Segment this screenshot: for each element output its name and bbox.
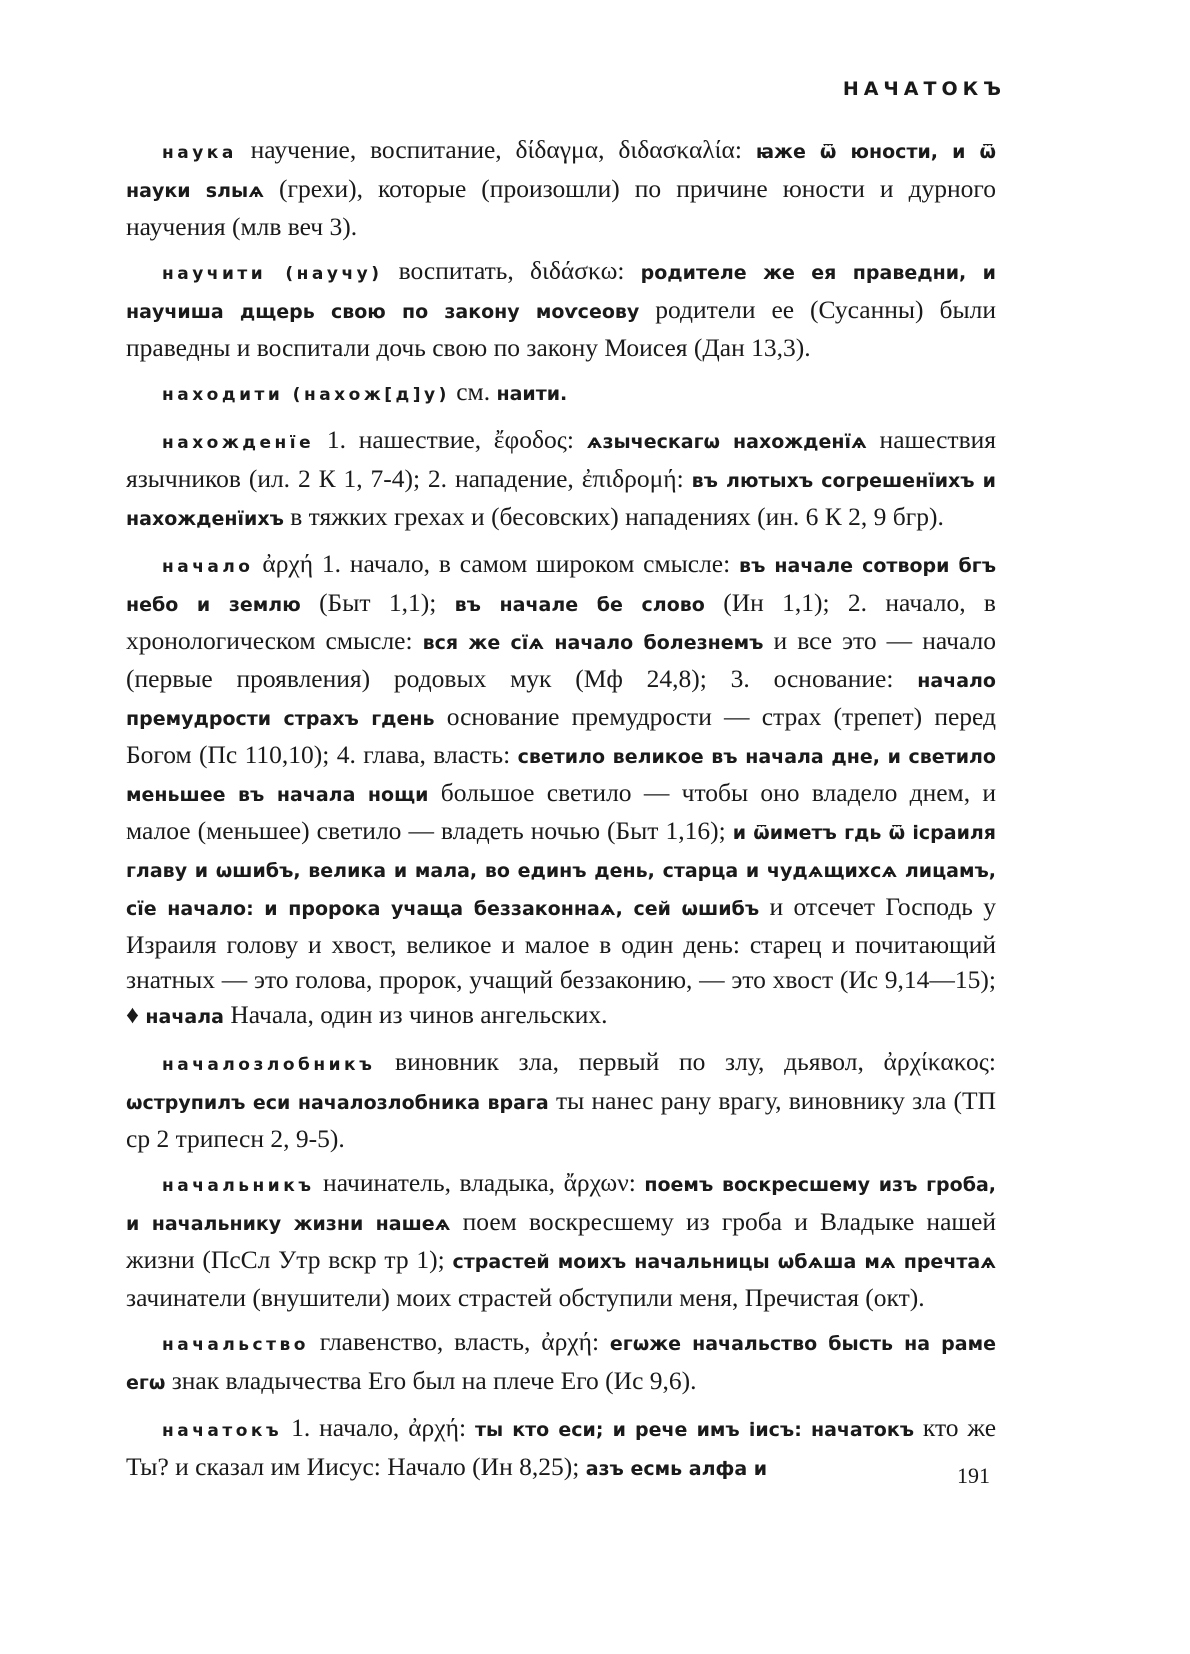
cross-reference: наити.	[496, 383, 568, 405]
slavonic-quote: ѡструпилъ еси началозлобника врага	[126, 1092, 549, 1114]
entry-text: (Ин 1,1); 2. начало, в хронологическом смысле:	[126, 588, 996, 655]
slavonic-quote: поемъ воскресшему изъ гроба, и начальнику жизни нашеѧ	[126, 1174, 996, 1235]
entry-nachalnik	[126, 1165, 996, 1315]
entry-headword: начальство	[162, 1335, 309, 1355]
entry-text: воспитать, διδάσκω:	[382, 256, 641, 285]
slavonic-quote: ты кто еси; и рече имъ іисъ: начатокъ	[474, 1419, 914, 1441]
slavonic-quote: вся же сїѧ начало болезнемъ	[422, 632, 764, 654]
entry-headword: начало	[162, 557, 254, 577]
entry-text: родители ее (Сусанны) были праведны и воспитали дочь свою по закону Моисея (Дан 13,3).	[126, 295, 996, 362]
entry-text: ἀρχή 1. начало, в самом широком смысле:	[253, 549, 740, 578]
entry-text: в тяжких грехах и (бесовских) нападениях (ин. 6 К 2, 9 бгр).	[283, 502, 944, 531]
slavonic-quote: и ѿиметъ гдь ѿ ісраиля главу и ѡшибъ, велика и мала, во единъ день, старца и чудѧщихсѧ лицамъ, сїе начало: и пророка учаща беззаконнаѧ, сей ѡшибъ	[126, 822, 997, 920]
entry-headword: начальникъ	[162, 1176, 315, 1196]
entry-text: 1. нашествие, ἔφοδος:	[314, 425, 587, 454]
entry-text: большое светило — чтобы оно владело днем, и малое (меньшее) светило — владеть ночью (Быт 1,16);	[126, 778, 996, 845]
entry-headword: научити (научу)	[162, 264, 383, 284]
slavonic-quote: егѡже начальство бысть на раме егѡ	[126, 1333, 996, 1394]
entry-nauchiti	[126, 253, 996, 365]
entry-text: и отсечет Господь у Израиля голову и хвост, великое и малое в один день: старец и почитающий знатных — это голова, пророк, учащий беззаконию, — это хвост (Ис 9,14—15); ♦	[126, 892, 996, 1029]
entries-column	[126, 132, 996, 1496]
entry-text: основание премудрости — страх (трепет) перед Богом (Пс 110,10); 4. глава, власть:	[126, 702, 996, 769]
entry-text: нашествия язычников (ил. 2 К 1, 7-4); 2. нападение, ἐπιδρομή:	[126, 425, 996, 493]
slavonic-quote: ѧзыческагѡ нахожденїѧ	[586, 431, 867, 453]
slavonic-quote: азъ есмь алфа и	[585, 1458, 768, 1480]
entry-nachalstvo	[126, 1324, 996, 1401]
slavonic-quote: светило великое въ начала дне, и светило меньшее въ начала нощи	[126, 746, 996, 806]
entry-nakhoditi	[126, 374, 996, 413]
entry-text: знак владычества Его был на плече Его (Ис 9,6).	[165, 1366, 697, 1395]
entry-headword: началозлобникъ	[162, 1055, 376, 1075]
entry-text: главенство, власть, ἀρχή:	[308, 1327, 610, 1356]
entry-nauka	[126, 132, 996, 244]
entry-text: см.	[449, 377, 497, 406]
entry-text: Начала, один из чинов ангельских.	[223, 1000, 608, 1029]
entry-nachalozlobnik	[126, 1044, 996, 1156]
entry-nachatok	[126, 1410, 996, 1487]
entry-headword: начатокъ	[162, 1421, 283, 1441]
entry-text: начинатель, владыка, ἄρχων:	[314, 1168, 645, 1197]
entry-text: зачинатели (внушители) моих страстей обступили меня, Пречистая (окт).	[126, 1283, 925, 1312]
entry-text: (Быт 1,1);	[300, 588, 455, 617]
entry-text: 1. начало, ἀρχή:	[282, 1413, 475, 1442]
slavonic-quote: въ начале сотвори бгъ небо и землю	[126, 555, 996, 616]
entry-headword: находити (нахож[д]у)	[162, 385, 450, 405]
entry-nachalo	[126, 546, 996, 1035]
entry-text: поем воскресшему из гроба и Владыке нашей жизни (ПсСл Утр вскр тр 1);	[126, 1207, 996, 1274]
entry-text: (грехи), которые (произошли) по причине юности и дурного научения (млв веч 3).	[126, 174, 997, 241]
slavonic-quote: въ начале бе слово	[454, 594, 705, 616]
entry-text: кто же Ты? и сказал им Иисус: Начало (Ин 8,25);	[126, 1413, 997, 1481]
slavonic-quote: въ лютыхъ согрешенїихъ и нахожденїихъ	[126, 470, 996, 530]
entry-text: ты нанес рану врагу, виновнику зла (ТП ср 2 трипесн 2, 9-5).	[126, 1086, 996, 1153]
slavonic-quote: начало премудрости страхъ гдень	[126, 670, 996, 730]
entry-headword: наука	[162, 143, 237, 163]
entry-headword: нахожденїе	[162, 433, 315, 453]
entry-nakhozhdenie	[126, 422, 996, 537]
slavonic-quote: родителе же ея праведни, и научиша дщерь свою по закону моѵсеову	[126, 262, 996, 323]
slavonic-quote: страстей моихъ начальницы ѡбѧша мѧ пречтаѧ	[452, 1251, 996, 1273]
slavonic-quote: ꙗже ѿ юности, и ѿ науки ѕлыѧ	[126, 141, 996, 202]
slavonic-quote: начала	[145, 1006, 224, 1028]
entry-text: научение, воспитание, δίδαγμα, διδασκαλία:	[236, 135, 756, 164]
entry-text: виновник зла, первый по злу, дьявол, ἀρχίκακος:	[375, 1047, 996, 1076]
entry-text: и все это — начало (первые проявления) родовых мук (Мф 24,8); 3. основание:	[126, 626, 997, 693]
running-head: НАЧАТОКЪ	[842, 78, 1006, 100]
page-number: 191	[957, 1463, 990, 1488]
